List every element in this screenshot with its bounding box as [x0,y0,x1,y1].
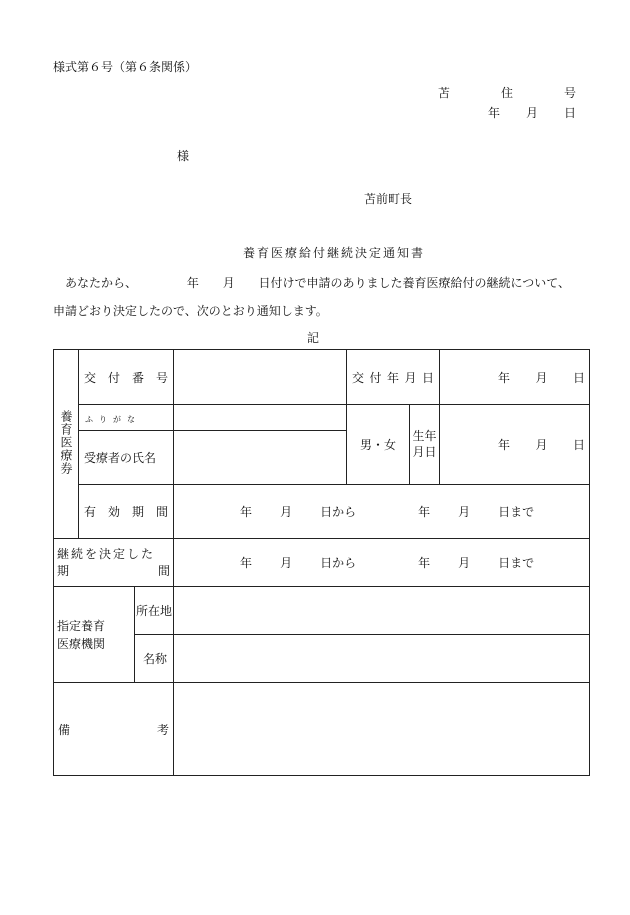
notice-table [53,349,590,776]
location-label: 所在地 [135,587,174,635]
body-month: 月 [222,276,235,290]
patient-name-field[interactable] [174,431,347,485]
body-line-1 [65,274,570,291]
issue-date-label: 交 付 年 月 日 [347,350,440,405]
document-title: 養育医療給付継続決定通知書 [243,246,426,260]
doc-number-prefix: 苫 [438,86,451,100]
ki-mark: 記 [307,331,320,345]
birth-date-field[interactable]: 年 月 日 [440,405,590,485]
validity-period-field[interactable]: 年 月 日から 年 月 日まで [174,485,590,539]
issue-date [488,104,576,121]
doc-number-mid: 住 [500,86,513,100]
voucher-section-label: 養育医療券 [54,350,79,539]
sex-label: 男・女 [347,405,410,485]
date-day: 日 [563,106,576,120]
furigana-label: ふりがな [79,405,174,431]
birth-date-label: 生年 月日 [410,405,440,485]
form-number: 様式第６号（第６条関係） [53,60,198,74]
body-year: 年 [186,276,199,290]
body-rest: 日付けで申請のありました養育医療給付の継続について、 [258,276,571,290]
institution-section-label: 指定養育 医療機関 [54,587,135,683]
addressee-suffix: 様 [177,149,190,163]
document-number [438,84,576,101]
furigana-field[interactable] [174,405,347,431]
issue-date-field[interactable]: 年 月 日 [440,350,590,405]
facility-name-field[interactable] [174,635,590,683]
doc-number-suffix: 号 [563,86,576,100]
location-field[interactable] [174,587,590,635]
body-line-2: 申請どおり決定したので、次のとおり通知します。 [53,304,328,318]
issuer: 苫前町長 [364,192,413,206]
continuation-period-field[interactable]: 年 月 日から 年 月 日まで [174,539,590,587]
remarks-field[interactable] [174,683,590,776]
patient-name-label: 受療者の氏名 [79,431,174,485]
issue-number-label: 交 付 番 号 [79,350,174,405]
continuation-period-label: 継続を決定した 期 間 [54,539,174,587]
body-lead: あなたから、 [65,276,138,290]
date-year: 年 [488,106,501,120]
facility-name-label: 名 称 [135,635,174,683]
date-month: 月 [525,106,538,120]
validity-label: 有 効 期 間 [79,485,174,539]
remarks-label: 備 考 [54,683,174,776]
issue-number-field[interactable] [174,350,347,405]
